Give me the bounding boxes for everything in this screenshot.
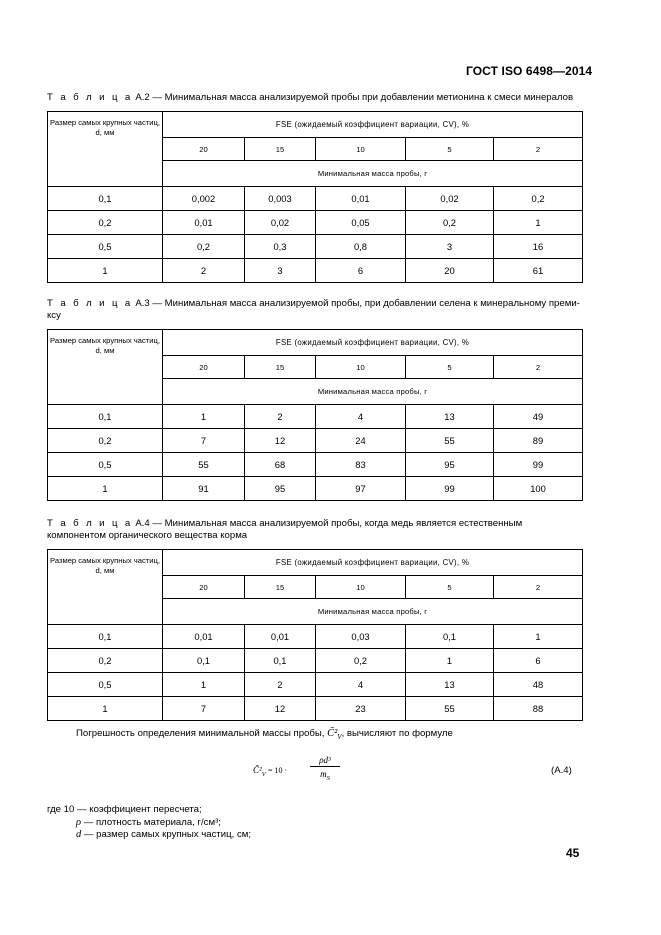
mass-cell: 91 xyxy=(163,477,245,501)
formula-m-sub: S xyxy=(326,774,330,782)
table-row xyxy=(48,625,583,649)
mass-cell: 4 xyxy=(316,673,406,697)
mass-cell: 4 xyxy=(316,405,406,429)
formula-denominator xyxy=(310,767,340,782)
mass-cell: 68 xyxy=(245,453,316,477)
mass-cell: 48 xyxy=(494,673,583,697)
mass-cell: 0,2 xyxy=(163,235,245,259)
cv-value: 20 xyxy=(163,576,245,599)
mass-cell: 0,02 xyxy=(245,211,316,235)
cv-value: 5 xyxy=(406,576,494,599)
fse-header: FSE (ожидаемый коэффициент вариации, CV), % xyxy=(163,112,583,138)
mass-cell: 0,3 xyxy=(245,235,316,259)
table-a3-caption xyxy=(47,298,582,321)
particle-size-cell: 1 xyxy=(48,259,163,283)
size-header: Размер самых крупных частиц, d, мм xyxy=(48,112,163,187)
mass-cell: 0,002 xyxy=(163,187,245,211)
formula-coefficient: = 10 · xyxy=(267,766,288,775)
mass-header: Минимальная масса пробы, г xyxy=(163,379,583,405)
mass-cell: 1 xyxy=(494,625,583,649)
equation-number: (А.4) xyxy=(551,765,572,776)
mass-cell: 3 xyxy=(245,259,316,283)
mass-cell: 95 xyxy=(406,453,494,477)
where-line-density xyxy=(47,817,251,830)
mass-cell: 23 xyxy=(316,697,406,721)
fse-header: FSE (ожидаемый коэффициент вариации, CV), % xyxy=(163,330,583,356)
mass-cell: 0,05 xyxy=(316,211,406,235)
table-row xyxy=(48,697,583,721)
cv-value: 15 xyxy=(245,576,316,599)
mass-cell: 12 xyxy=(245,429,316,453)
table-row xyxy=(48,453,583,477)
table-row xyxy=(48,477,583,501)
table-row xyxy=(48,187,583,211)
particle-size-cell: 1 xyxy=(48,477,163,501)
table-label: Т а б л и ц а xyxy=(47,298,133,309)
particle-size-cell: 0,2 xyxy=(48,429,163,453)
mass-cell: 13 xyxy=(406,405,494,429)
formula-m: m xyxy=(320,769,327,779)
mass-cell: 61 xyxy=(494,259,583,283)
table-row xyxy=(48,649,583,673)
mass-cell: 6 xyxy=(494,649,583,673)
mass-cell: 97 xyxy=(316,477,406,501)
mass-cell: 2 xyxy=(245,673,316,697)
mass-cell: 95 xyxy=(245,477,316,501)
particle-size-cell: 0,5 xyxy=(48,673,163,697)
mass-cell: 0,1 xyxy=(406,625,494,649)
mass-cell: 1 xyxy=(163,405,245,429)
mass-cell: 0,003 xyxy=(245,187,316,211)
cv-symbol-main: C̃² xyxy=(327,728,338,739)
table-header-row xyxy=(48,112,583,138)
cv-symbol xyxy=(327,728,342,742)
size-header: Размер самых крупных частиц, d, мм xyxy=(48,550,163,625)
cv-value: 15 xyxy=(245,356,316,379)
mass-cell: 55 xyxy=(406,697,494,721)
mass-header: Минимальная масса пробы, г xyxy=(163,161,583,187)
table-header-row xyxy=(48,330,583,356)
table-row xyxy=(48,235,583,259)
cv-value: 2 xyxy=(494,138,583,161)
mass-cell: 2 xyxy=(163,259,245,283)
table-label: Т а б л и ц а xyxy=(47,518,133,529)
formula-fraction xyxy=(310,755,340,782)
mass-cell: 99 xyxy=(494,453,583,477)
cv-value: 10 xyxy=(316,138,406,161)
d-text: — размер самых крупных частиц, см; xyxy=(83,829,252,840)
mass-cell: 0,2 xyxy=(494,187,583,211)
cv-value: 2 xyxy=(494,576,583,599)
mass-cell: 20 xyxy=(406,259,494,283)
mass-cell: 100 xyxy=(494,477,583,501)
mass-cell: 0,1 xyxy=(163,649,245,673)
where-line-size xyxy=(47,829,251,842)
mass-cell: 3 xyxy=(406,235,494,259)
formula-cv: C̃² xyxy=(253,765,262,775)
mass-header: Минимальная масса пробы, г xyxy=(163,599,583,625)
cv-value: 20 xyxy=(163,356,245,379)
table-a2-caption xyxy=(47,92,582,104)
mass-cell: 0,2 xyxy=(316,649,406,673)
mass-cell: 1 xyxy=(406,649,494,673)
rho-text: — плотность материала, г/см³; xyxy=(83,816,221,828)
mass-cell: 6 xyxy=(316,259,406,283)
fse-header: FSE (ожидаемый коэффициент вариации, CV), % xyxy=(163,550,583,576)
particle-size-cell: 0,5 xyxy=(48,235,163,259)
mass-cell: 13 xyxy=(406,673,494,697)
page-number: 45 xyxy=(566,846,580,860)
mass-cell: 99 xyxy=(406,477,494,501)
cv-value: 5 xyxy=(406,356,494,379)
mass-cell: 7 xyxy=(163,697,245,721)
table-title: А.4 — Минимальная масса анализируемой пробы, когда медь является естественным компонентом органического вещества корма xyxy=(47,518,523,541)
mass-cell: 49 xyxy=(494,405,583,429)
table-header-row xyxy=(48,550,583,576)
table-row xyxy=(48,429,583,453)
cv-value: 10 xyxy=(316,576,406,599)
mass-cell: 88 xyxy=(494,697,583,721)
document-header: ГОСТ ISO 6498—2014 xyxy=(466,64,593,78)
table-a4-caption xyxy=(47,518,582,541)
formula-numerator: ρd³ xyxy=(310,755,340,767)
mass-cell: 0,01 xyxy=(163,625,245,649)
intro-text-end: , вычисляют по формуле xyxy=(341,728,453,739)
rho-symbol: ρ xyxy=(76,816,82,828)
cv-value: 10 xyxy=(316,356,406,379)
particle-size-cell: 1 xyxy=(48,697,163,721)
cv-value: 20 xyxy=(163,138,245,161)
mass-cell: 2 xyxy=(245,405,316,429)
mass-cell: 0,03 xyxy=(316,625,406,649)
table-row xyxy=(48,211,583,235)
mass-cell: 7 xyxy=(163,429,245,453)
d-symbol: d xyxy=(76,829,82,840)
mass-cell: 0,1 xyxy=(245,649,316,673)
mass-cell: 12 xyxy=(245,697,316,721)
where-clause xyxy=(47,804,251,842)
particle-size-cell: 0,2 xyxy=(48,211,163,235)
table-a2 xyxy=(47,111,583,283)
cv-value: 5 xyxy=(406,138,494,161)
particle-size-cell: 0,1 xyxy=(48,405,163,429)
mass-cell: 24 xyxy=(316,429,406,453)
cv-symbol-sub: V xyxy=(337,733,342,742)
mass-cell: 55 xyxy=(163,453,245,477)
mass-cell: 0,01 xyxy=(245,625,316,649)
mass-cell: 16 xyxy=(494,235,583,259)
cv-value: 2 xyxy=(494,356,583,379)
table-a4 xyxy=(47,549,583,721)
mass-cell: 0,01 xyxy=(316,187,406,211)
particle-size-cell: 0,2 xyxy=(48,649,163,673)
mass-cell: 0,2 xyxy=(406,211,494,235)
size-header: Размер самых крупных частиц, d, мм xyxy=(48,330,163,405)
table-row xyxy=(48,405,583,429)
formula-cv-sub: V xyxy=(261,770,266,778)
cv-value: 15 xyxy=(245,138,316,161)
table-row xyxy=(48,259,583,283)
mass-cell: 55 xyxy=(406,429,494,453)
intro-text: Погрешность определения минимальной массы пробы, xyxy=(76,728,325,739)
mass-cell: 83 xyxy=(316,453,406,477)
particle-size-cell: 0,1 xyxy=(48,187,163,211)
formula-lhs xyxy=(253,765,287,778)
mass-cell: 1 xyxy=(163,673,245,697)
table-a3 xyxy=(47,329,583,501)
mass-cell: 89 xyxy=(494,429,583,453)
table-title: А.3 — Минимальная масса анализируемой пробы, при добавлении селена к минеральному преми-ксу xyxy=(47,298,580,321)
particle-size-cell: 0,1 xyxy=(48,625,163,649)
error-formula-intro xyxy=(76,728,453,741)
mass-cell: 0,02 xyxy=(406,187,494,211)
table-title: А.2 — Минимальная масса анализируемой пробы при добавлении метионина к смеси минералов xyxy=(135,92,574,103)
where-line-coefficient: где 10 — коэффициент пересчета; xyxy=(47,804,202,815)
mass-cell: 1 xyxy=(494,211,583,235)
formula-a4 xyxy=(253,755,373,789)
mass-cell: 0,8 xyxy=(316,235,406,259)
table-row xyxy=(48,673,583,697)
particle-size-cell: 0,5 xyxy=(48,453,163,477)
table-label: Т а б л и ц а xyxy=(47,92,133,103)
mass-cell: 0,01 xyxy=(163,211,245,235)
